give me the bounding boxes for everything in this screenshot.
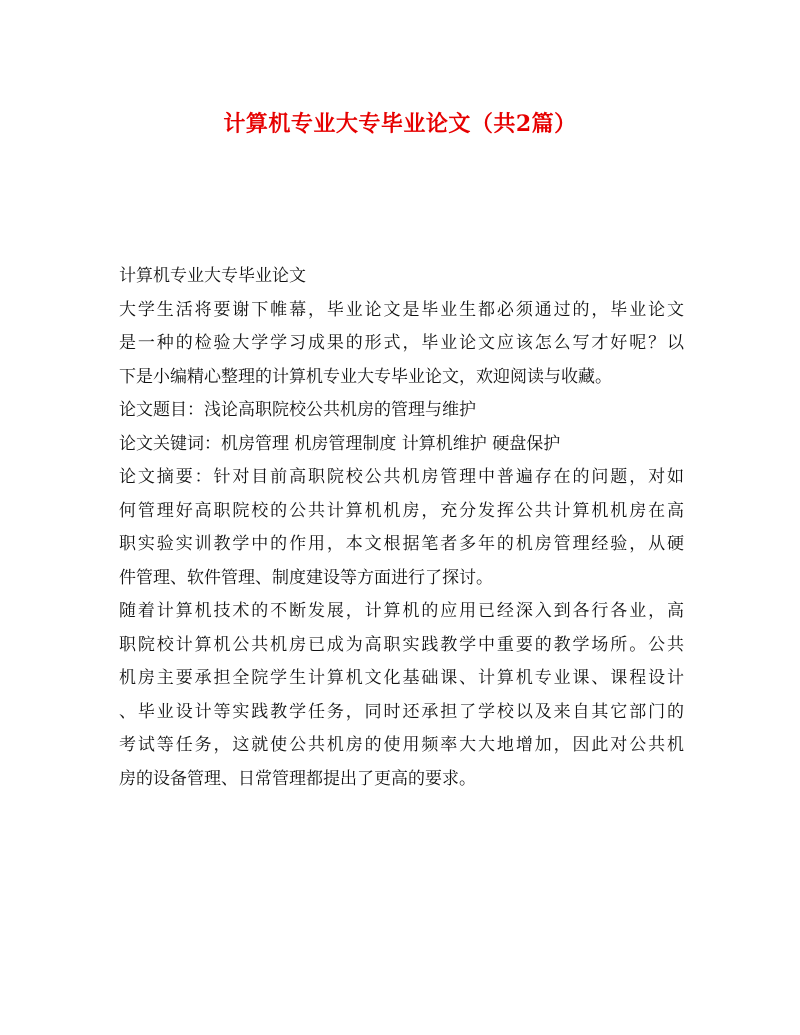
abstract-line: 论文摘要：针对目前高职院校公共机房管理中普遍存在的问题，对如 — [119, 467, 684, 487]
abstract-line: 职实验实训教学中的作用，本文根据笔者多年的机房管理经验，从硬 — [119, 534, 684, 554]
body-line: 下是小编精心整理的计算机专业大专毕业论文，欢迎阅读与收藏。 — [119, 366, 612, 387]
body-line: 房的设备管理、日常管理都提出了更高的要求。 — [119, 768, 476, 789]
document-body — [119, 260, 684, 796]
abstract-line: 何管理好高职院校的公共计算机机房，充分发挥公共计算机机房在高 — [119, 500, 684, 521]
body-line: 是一种的检验大学学习成果的形式，毕业论文应该怎么写才好呢？以 — [119, 333, 684, 353]
body-line: 职院校计算机公共机房已成为高职实践教学中重要的教学场所。公共 — [119, 634, 684, 655]
abstract-line: 件管理、软件管理、制度建设等方面进行了探讨。 — [119, 567, 493, 588]
body-line: 、毕业设计等实践教学任务，同时还承担了学校以及来自其它部门的 — [119, 701, 684, 722]
document-title: 计算机专业大专毕业论文（共2篇） — [223, 111, 577, 137]
subtitle-line: 计算机专业大专毕业论文 — [119, 266, 306, 286]
body-line: 大学生活将要谢下帷幕，毕业论文是毕业生都必须通过的，毕业论文 — [119, 299, 684, 320]
body-line: 机房主要承担全院学生计算机文化基础课、计算机专业课、课程设计 — [119, 668, 684, 688]
paper-topic-line: 论文题目：浅论高职院校公共机房的管理与维护 — [119, 400, 476, 420]
body-line: 考试等任务，这就使公共机房的使用频率大大地增加，因此对公共机 — [119, 735, 684, 755]
body-line: 随着计算机技术的不断发展，计算机的应用已经深入到各行各业，高 — [119, 601, 684, 621]
keywords-line: 论文关键词：机房管理 机房管理制度 计算机维护 硬盘保护 — [119, 433, 561, 454]
